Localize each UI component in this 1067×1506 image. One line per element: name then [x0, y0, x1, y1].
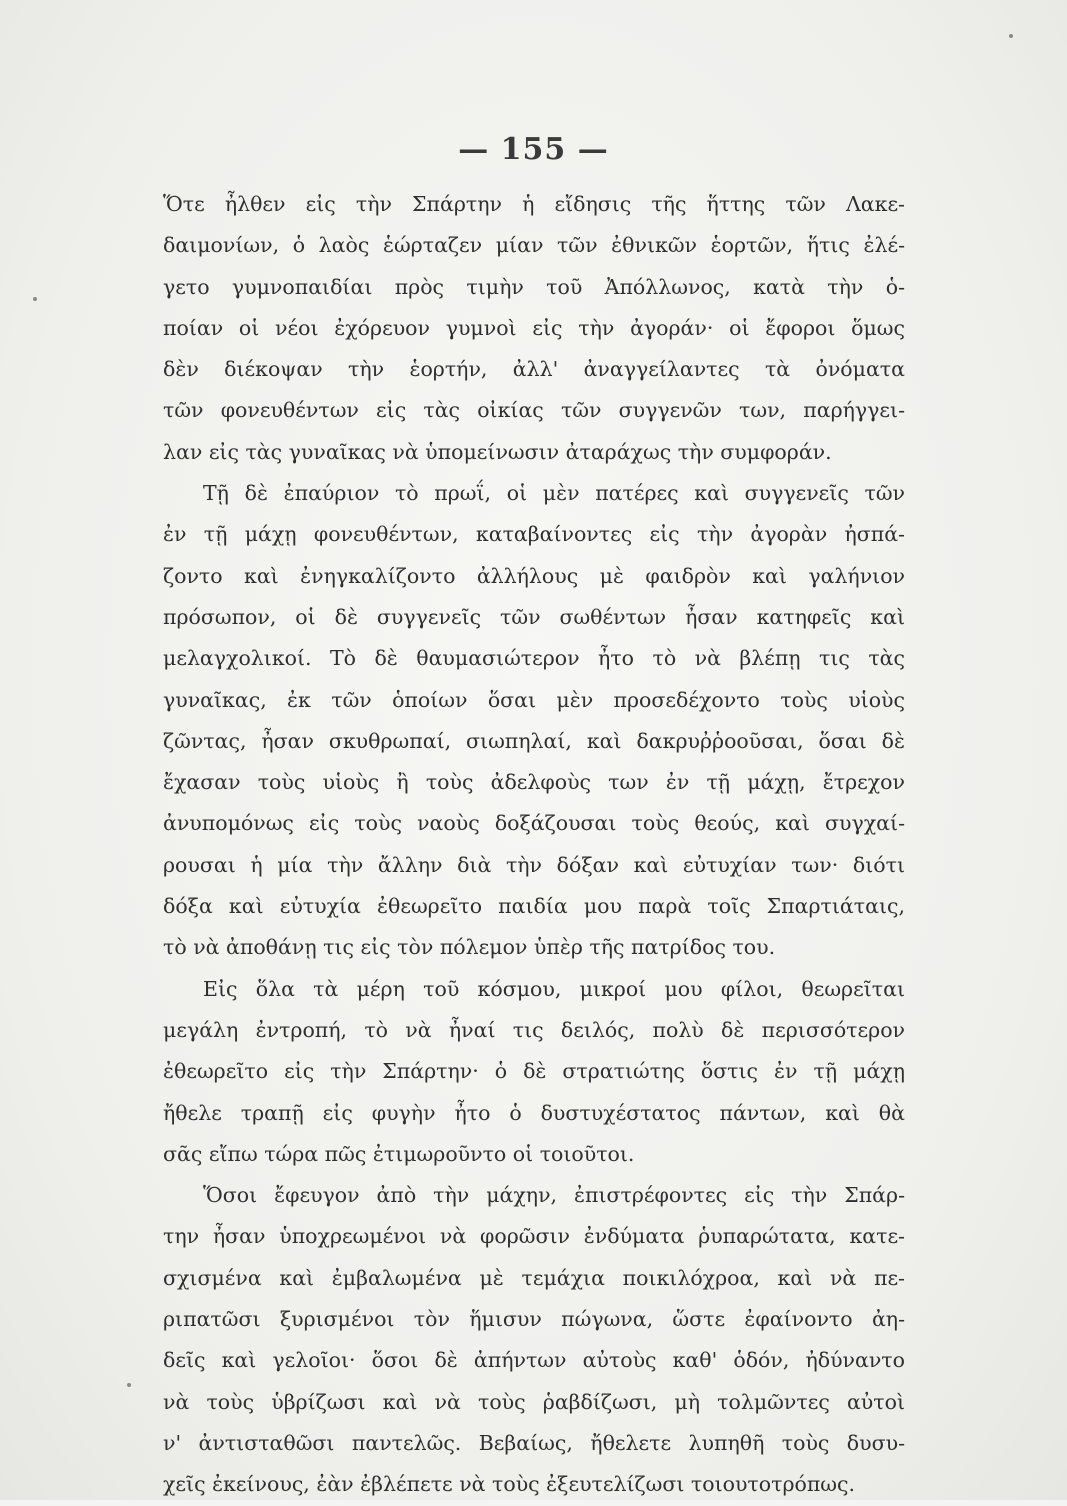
text-line: ν' ἀντισταθῶσι παντελῶς. Βεβαίως, ἤθελετε λυπηθῆ τοὺς δυσυ- — [163, 1430, 905, 1455]
text-line: πρόσωπον, οἱ δὲ συγγενεῖς τῶν σωθέντων ἦσαν κατηφεῖς καὶ — [163, 604, 905, 629]
text-line: σᾶς εἴπω τώρα πῶς ἐτιμωροῦντο οἱ τοιοῦτοι. — [163, 1141, 635, 1166]
text-line: δόξα καὶ εὐτυχία ἐθεωρεῖτο παιδία μου παρὰ τοῖς Σπαρτιάταις, — [163, 894, 905, 919]
text-line: ἀνυπομόνως εἰς τοὺς ναοὺς δοξάζουσαι τοὺς θεούς, καὶ συγχαί- — [163, 811, 905, 836]
text-line: ζοντο καὶ ἐνηγκαλίζοντο ἀλλήλους μὲ φαιδρὸν καὶ γαλήνιον — [163, 563, 905, 588]
text-line: την ἦσαν ὑποχρεωμένοι νὰ φορῶσιν ἐνδύματα ῥυπαρώτατα, κατε- — [163, 1224, 905, 1249]
text-line: ἤθελε τραπῇ εἰς φυγὴν ἦτο ὁ δυστυχέστατος πάντων, καὶ θὰ — [163, 1100, 905, 1125]
text-line: ἐν τῇ μάχῃ φονευθέντων, καταβαίνοντες εἰς τὴν ἀγορὰν ἠσπά- — [163, 522, 905, 547]
text-line: μελαγχολικοί. Τὸ δὲ θαυμασιώτερον ἦτο τὸ νὰ βλέπῃ τις τὰς — [163, 646, 905, 671]
paper-speck — [33, 297, 37, 301]
text-line: Ὅσοι ἔφευγον ἀπὸ τὴν μάχην, ἐπιστρέφοντες εἰς τὴν Σπάρ- — [203, 1183, 905, 1208]
text-line: Εἰς ὅλα τὰ μέρη τοῦ κόσμου, μικροί μου φίλοι, θεωρεῖται — [203, 976, 905, 1001]
text-line: χεῖς ἐκείνους, ἐὰν ἐβλέπετε νὰ τοὺς ἐξευτελίζωσι τοιουτοτρόπως. — [163, 1472, 856, 1497]
text-line: μεγάλη ἐντροπή, τὸ νὰ ἦναί τις δειλός, πολὺ δὲ περισσότερον — [163, 1017, 905, 1042]
body-text — [163, 184, 905, 1506]
text-line: νὰ τοὺς ὑβρίζωσι καὶ νὰ τοὺς ῥαβδίζωσι, μὴ τολμῶντες αὐτοὶ — [163, 1389, 905, 1414]
text-line: δὲν διέκοψαν τὴν ἑορτήν, ἀλλ' ἀναγγείλαντες τὰ ὀνόματα — [163, 357, 905, 382]
page-number: — 155 — — [458, 132, 609, 167]
text-line: Ὅτε ἦλθεν εἰς τὴν Σπάρτην ἡ εἴδησις τῆς ἥττης τῶν Λακε- — [163, 192, 905, 216]
text-line: δεῖς καὶ γελοῖοι· ὅσοι δὲ ἀπήντων αὐτοὺς καθ' ὁδόν, ἠδύναντο — [163, 1348, 905, 1373]
text-line: γετο γυμνοπαιδίαι πρὸς τιμὴν τοῦ Ἀπόλλωνος, κατὰ τὴν ὁ- — [163, 274, 905, 299]
paper-speck — [1009, 34, 1013, 38]
text-line: ἐθεωρεῖτο εἰς τὴν Σπάρτην· ὁ δὲ στρατιώτης ὅστις ἐν τῇ μάχῃ — [163, 1059, 905, 1084]
text-line: Τῇ δὲ ἐπαύριον τὸ πρωΐ, οἱ μὲν πατέρες καὶ συγγενεῖς τῶν — [203, 481, 905, 506]
text-line: δαιμονίων, ὁ λαὸς ἑώρταζεν μίαν τῶν ἐθνικῶν ἑορτῶν, ἥτις ἐλέ- — [163, 233, 905, 258]
text-line: λαν εἰς τὰς γυναῖκας νὰ ὑπομείνωσιν ἀταράχως τὴν συμφοράν. — [163, 439, 832, 464]
text-line: ἔχασαν τοὺς υἱοὺς ἢ τοὺς ἀδελφοὺς των ἐν τῇ μάχῃ, ἔτρεχον — [163, 770, 905, 795]
text-line: σχισμένα καὶ ἐμβαλωμένα μὲ τεμάχια ποικιλόχροα, καὶ νὰ πε- — [163, 1265, 905, 1290]
text-line: γυναῖκας, ἐκ τῶν ὁποίων ὅσαι μὲν προσεδέχοντο τοὺς υἱοὺς — [163, 687, 905, 712]
text-line: τῶν φονευθέντων εἰς τὰς οἰκίας τῶν συγγενῶν των, παρήγγει- — [163, 398, 905, 423]
text-line: τὸ νὰ ἀποθάνῃ τις εἰς τὸν πόλεμον ὑπὲρ τῆς πατρίδος του. — [163, 935, 776, 960]
text-line: ριπατῶσι ξυρισμένοι τὸν ἥμισυν πώγωνα, ὥστε ἐφαίνοντο ἀη- — [163, 1307, 905, 1332]
paper-speck — [127, 1383, 131, 1387]
text-line: ζῶντας, ἦσαν σκυθρωπαί, σιωπηλαί, καὶ δακρυῤῥοοῦσαι, ὅσαι δὲ — [163, 728, 905, 753]
text-line: ρουσαι ἡ μία τὴν ἄλλην διὰ τὴν δόξαν καὶ εὐτυχίαν των· διότι — [163, 852, 905, 877]
text-line: ποίαν οἱ νέοι ἐχόρευον γυμνοὶ εἰς τὴν ἀγοράν· οἱ ἔφοροι ὅμως — [163, 315, 905, 340]
